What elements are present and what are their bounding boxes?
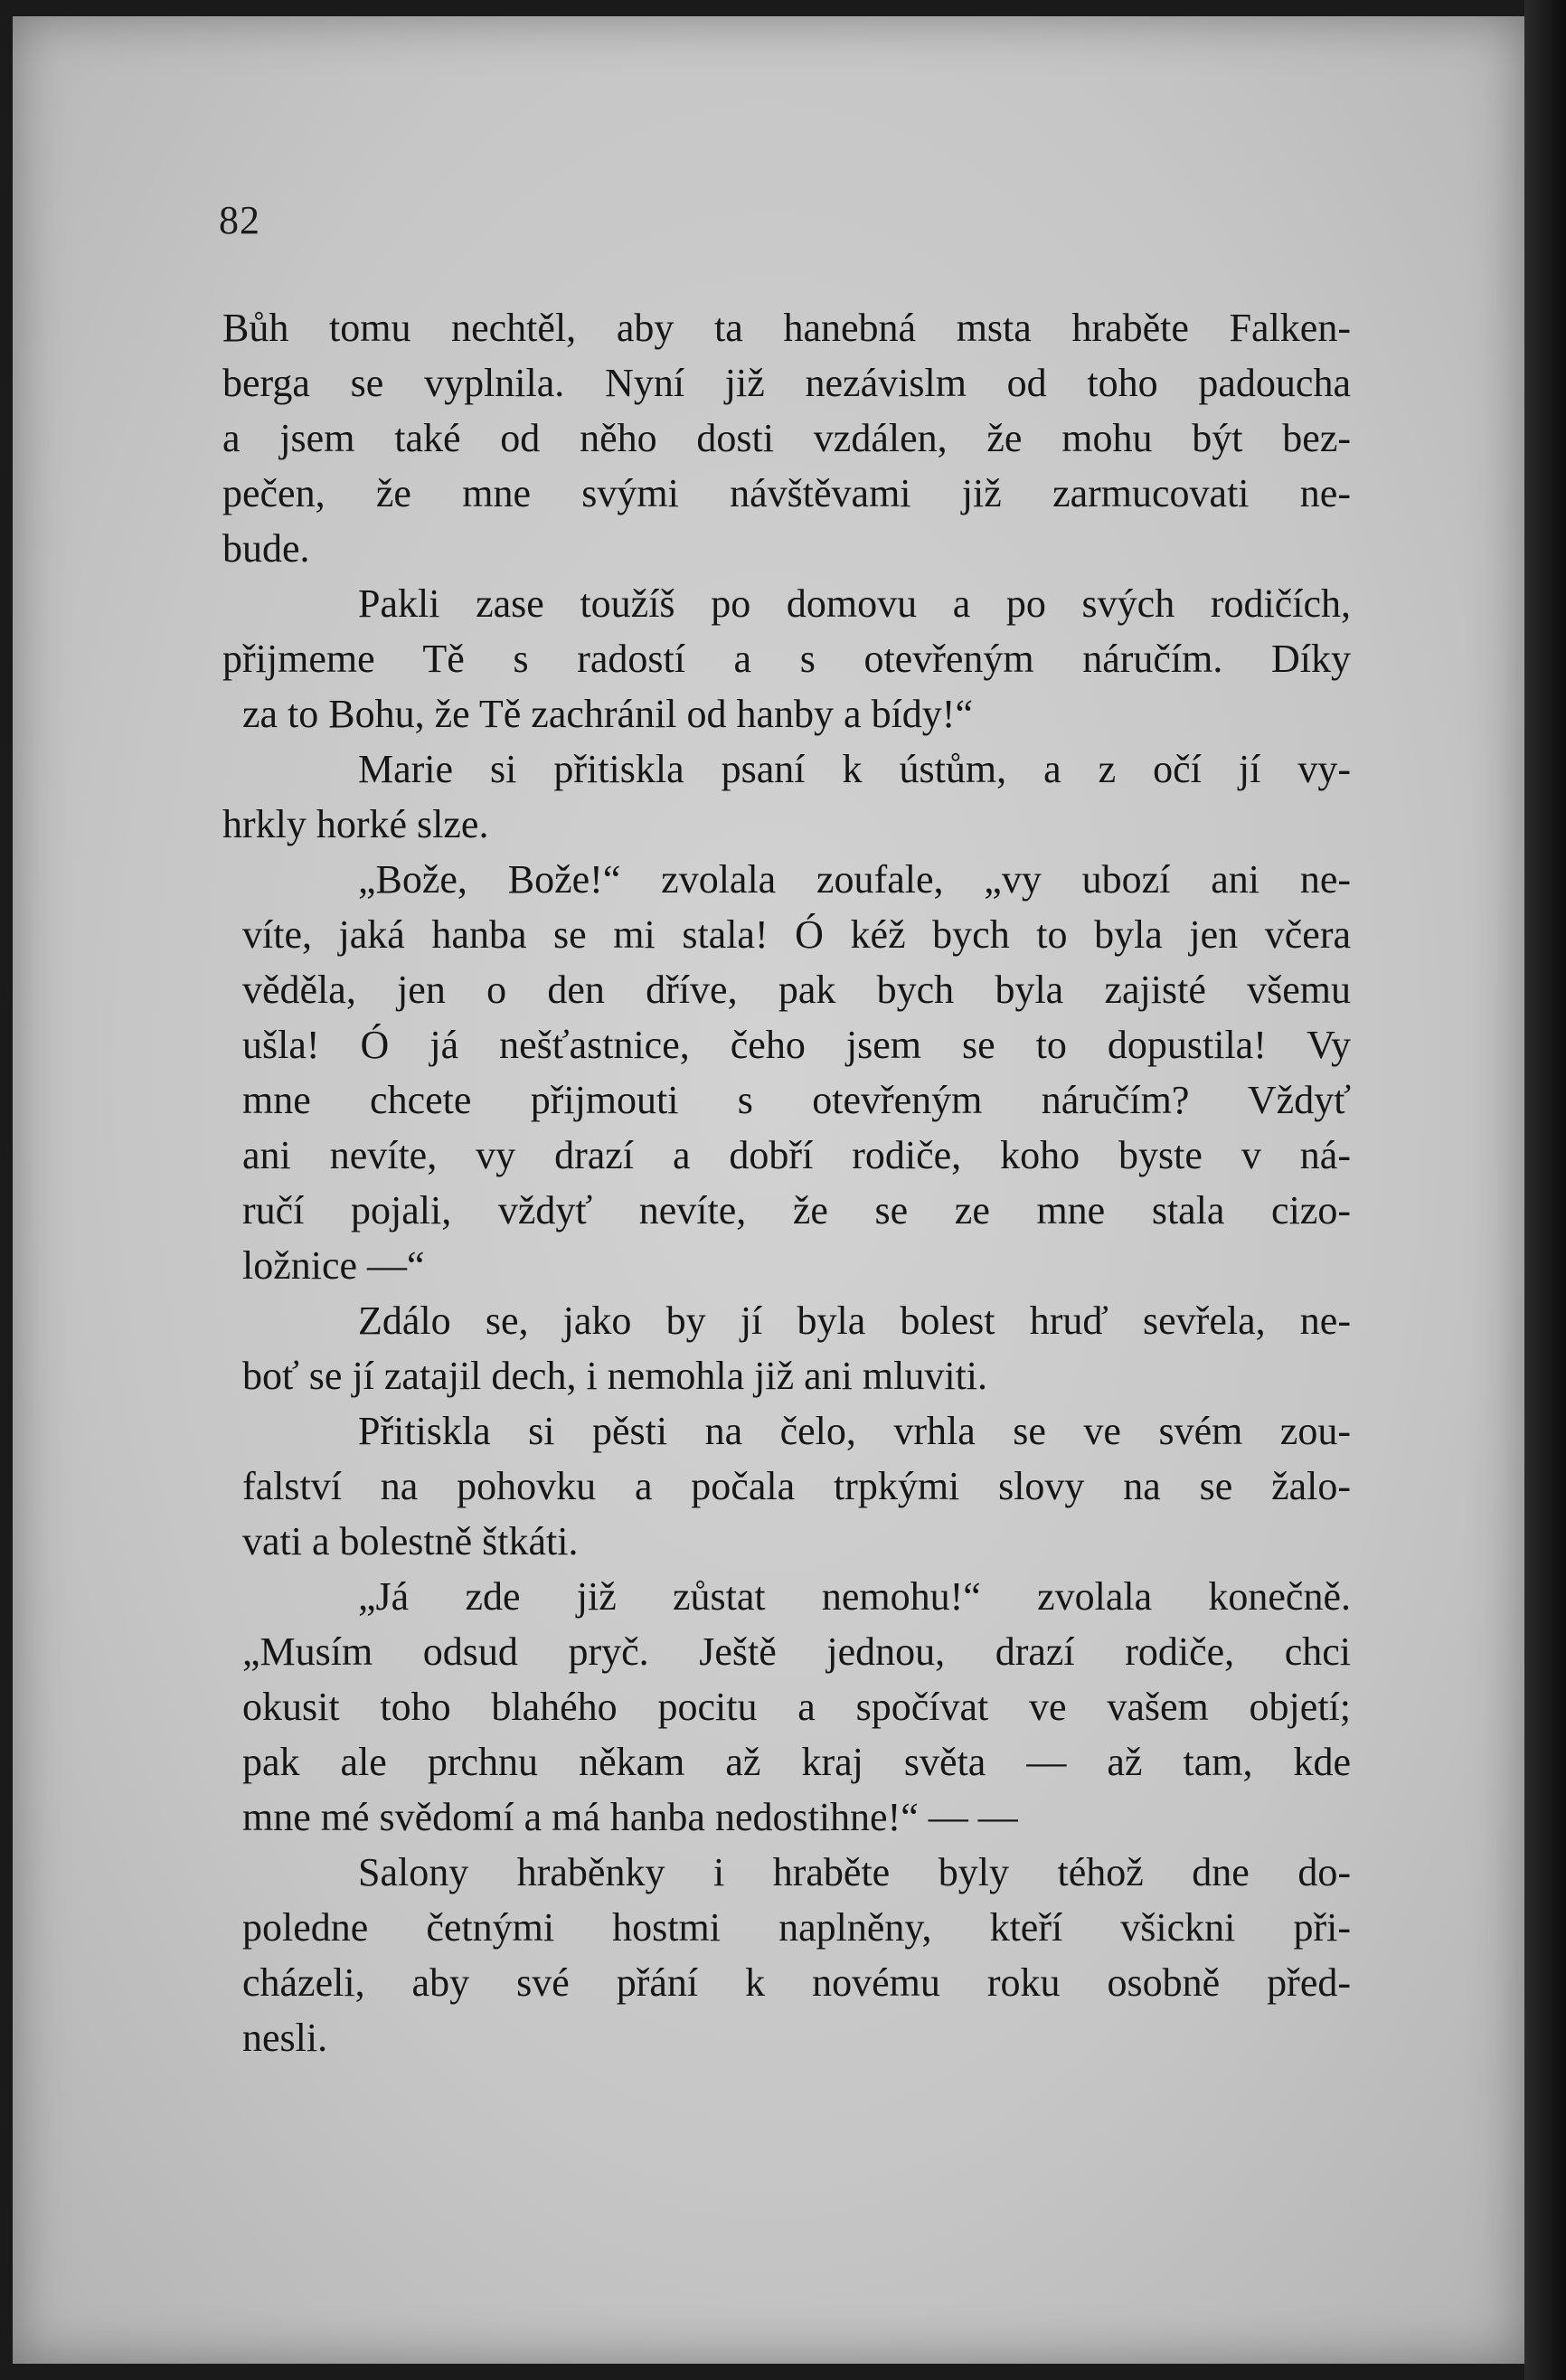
page-number: 82: [219, 198, 260, 242]
text-line: ani nevíte, vy drazí a dobří rodiče, koho byste v ná-: [242, 1133, 1351, 1177]
text-line: cházeli, aby své přání k novému roku osobně před-: [242, 1960, 1351, 2005]
text-line: za to Bohu, že Tě zachránil od hanby a bídy!“: [242, 692, 973, 736]
paragraph-start-line: Pakli zase toužíš po domovu a po svých rodičích,: [358, 581, 1351, 626]
text-line: víte, jaká hanba se mi stala! Ó kéž bych to byla jen včera: [242, 912, 1351, 957]
text-line: přijmeme Tě s radostí a s otevřeným náručím. Díky: [222, 637, 1351, 681]
book-page: [13, 16, 1524, 2364]
paragraph-start-line: Salony hraběnky i hraběte byly téhož dne do-: [358, 1850, 1351, 1894]
text-line: bude.: [222, 526, 310, 571]
text-line: okusit toho blahého pocitu a spočívat ve vašem objetí;: [242, 1685, 1351, 1729]
text-line: Bůh tomu nechtěl, aby ta hanebná msta hraběte Falken-: [222, 306, 1351, 350]
text-line: mne chcete přijmouti s otevřeným náručím? Vždyť: [242, 1078, 1351, 1122]
paragraph-start-line: „Já zde již zůstat nemohu!“ zvolala konečně.: [358, 1574, 1351, 1619]
text-line: boť se jí zatajil dech, i nemohla již ani mluviti.: [242, 1354, 988, 1398]
text-line: a jsem také od něho dosti vzdálen, že mohu být bez-: [222, 416, 1351, 460]
body-text: [222, 300, 1351, 2065]
text-line: pak ale prchnu někam až kraj světa — až tam, kde: [242, 1740, 1351, 1784]
paragraph-start-line: „Bože, Bože!“ zvolala zoufale, „vy ubozí ani ne-: [358, 857, 1351, 902]
text-line: poledne četnými hostmi naplněny, kteří všickni při-: [242, 1905, 1351, 1950]
text-line: falství na pohovku a počala trpkými slovy na se žalo-: [242, 1464, 1351, 1508]
text-line: věděla, jen o den dříve, pak bych byla zajisté všemu: [242, 968, 1351, 1012]
paragraph-start-line: Přitiskla si pěsti na čelo, vrhla se ve svém zou-: [358, 1409, 1351, 1453]
text-line: pečen, že mne svými návštěvami již zarmucovati ne-: [222, 471, 1351, 515]
text-line: ušla! Ó já nešťastnice, čeho jsem se to dopustila! Vy: [242, 1023, 1351, 1067]
text-line: berga se vyplnila. Nyní již nezávislm od toho padoucha: [222, 361, 1351, 405]
text-line: ložnice —“: [242, 1243, 425, 1288]
text-line: hrkly horké slze.: [222, 802, 489, 846]
text-line: ručí pojali, vždyť nevíte, že se ze mne stala cizo-: [242, 1188, 1351, 1232]
text-line: „Musím odsud pryč. Ještě jednou, drazí rodiče, chci: [242, 1629, 1351, 1674]
text-line: nesli.: [242, 2016, 328, 2060]
paragraph-start-line: Zdálo se, jako by jí byla bolest hruď sevřela, ne-: [358, 1299, 1351, 1343]
paragraph-start-line: Marie si přitiskla psaní k ústům, a z očí jí vy-: [358, 747, 1351, 791]
text-line: vati a bolestně štkáti.: [242, 1519, 579, 1563]
text-line: mne mé svědomí a má hanba nedostihne!“ — —: [242, 1795, 1018, 1839]
book-spine-edge: [1524, 0, 1566, 2380]
